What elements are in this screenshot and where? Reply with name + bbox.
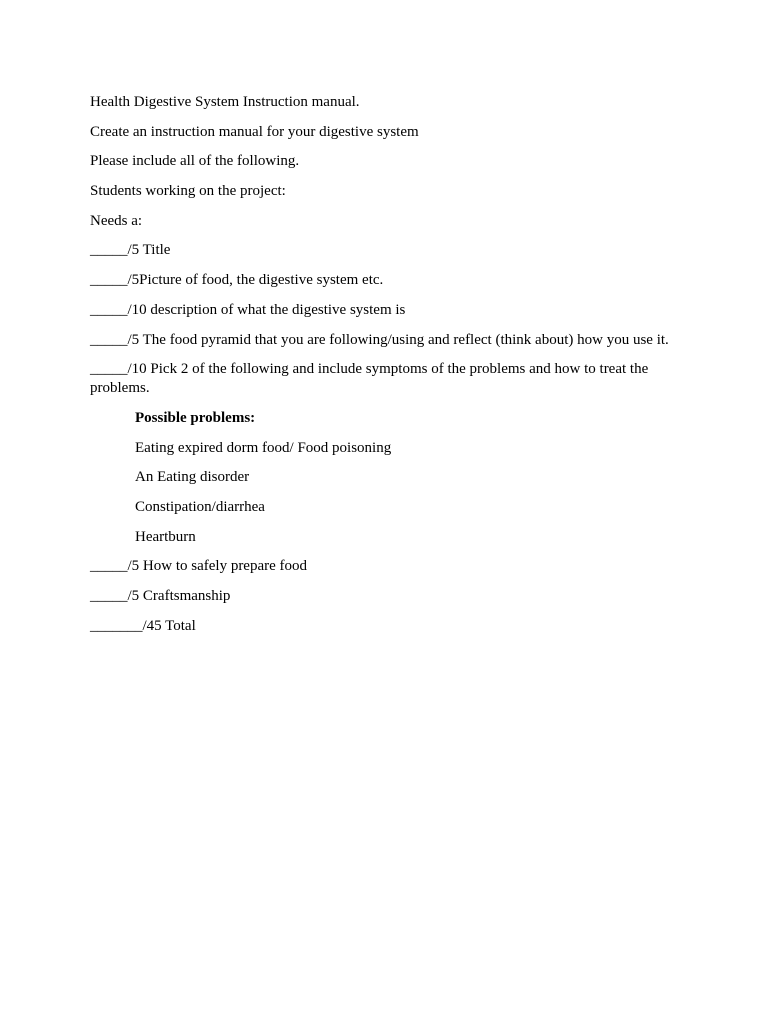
document-title: Health Digestive System Instruction manual. — [90, 94, 360, 110]
rubric-item-picture: _____/5Picture of food, the digestive system etc. — [90, 272, 384, 289]
rubric-item-description: _____/10 description of what the digestive system is — [90, 301, 406, 318]
needs-line: Needs a: — [90, 212, 143, 229]
problem-item-constipation: Constipation/diarrhea — [135, 498, 265, 515]
rubric-item-food-pyramid: _____/5 The food pyramid that you are following/using and reflect (think about) how you use it. — [90, 331, 669, 348]
rubric-item-title: _____/5 Title — [90, 242, 171, 259]
rubric-item-food-safety: _____/5 How to safely prepare food — [90, 558, 308, 575]
instruction-line: Create an instruction manual for your digestive system — [90, 123, 419, 140]
problem-item-food-poisoning: Eating expired dorm food/ Food poisoning — [135, 439, 392, 456]
possible-problems-heading: Possible problems: — [135, 409, 256, 426]
instruction-line: Please include all of the following. — [90, 153, 300, 170]
document-page — [90, 93, 690, 646]
students-line: Students working on the project: — [90, 183, 286, 200]
rubric-item-craftsmanship: _____/5 Craftsmanship — [90, 588, 231, 604]
rubric-total: _______/45 Total — [90, 617, 196, 634]
problem-item-eating-disorder: An Eating disorder — [135, 469, 250, 486]
problem-item-heartburn: Heartburn — [135, 528, 196, 545]
rubric-item-problems: _____/10 Pick 2 of the following and include symptoms of the problems and how to treat the problems. — [90, 361, 652, 397]
